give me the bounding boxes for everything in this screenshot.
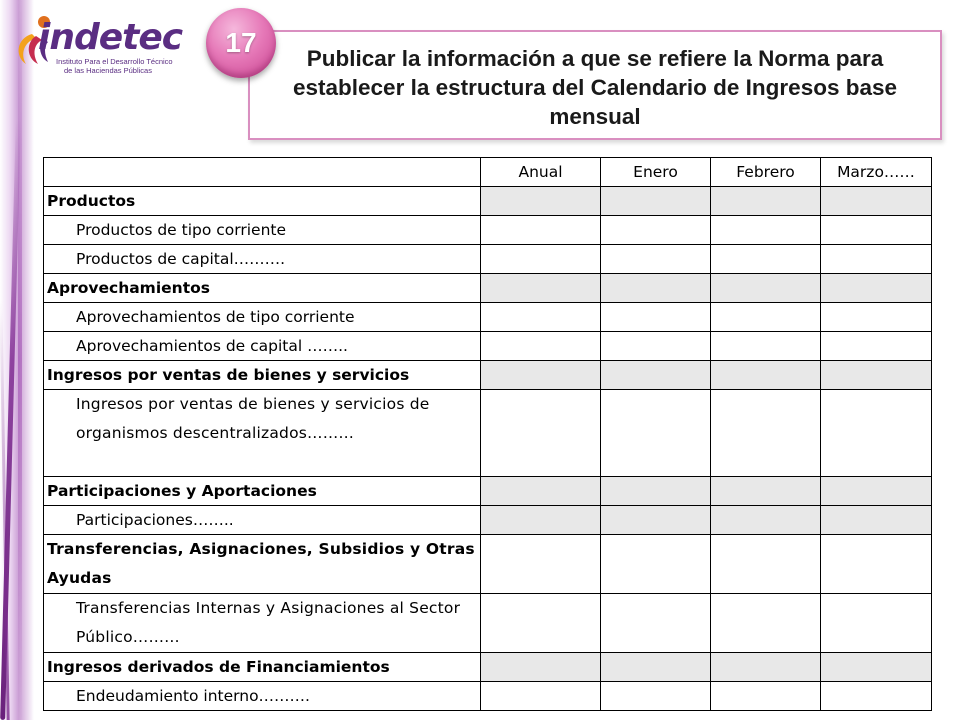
value-cell [601,361,711,390]
value-cell [481,477,601,506]
row-label: Productos de capital………. [44,245,481,274]
table-row [44,361,932,390]
row-label: Transferencias, Asignaciones, Subsidios y Otras Ayudas [44,535,481,594]
value-cell [711,390,821,477]
value-cell [711,653,821,682]
value-cell [821,303,932,332]
value-cell [601,477,711,506]
value-cell [601,274,711,303]
value-cell [821,245,932,274]
value-cell [821,682,932,711]
row-label: Aprovechamientos [44,274,481,303]
value-cell [821,506,932,535]
value-cell [481,361,601,390]
value-cell [711,187,821,216]
row-label: Productos [44,187,481,216]
table-row [44,390,932,477]
band-streak [18,0,22,720]
value-cell [601,216,711,245]
value-cell [481,594,601,653]
table-row [44,535,932,594]
left-decorative-band [0,0,34,720]
column-header-anual: Anual [481,158,601,187]
value-cell [601,594,711,653]
row-label: Ingresos por ventas de bienes y servicios de organismos descentralizados……… [44,390,481,477]
value-cell [821,535,932,594]
value-cell [481,245,601,274]
row-label: Aprovechamientos de capital …….. [44,332,481,361]
column-header-enero: Enero [601,158,711,187]
value-cell [821,274,932,303]
value-cell [711,332,821,361]
income-calendar-table [43,157,932,711]
slide-title: Publicar la información a que se refiere la Norma para establecer la estructura del Calendario de Ingresos base mensual [293,45,897,129]
row-label: Participaciones…….. [44,506,481,535]
value-cell [481,535,601,594]
value-cell [711,216,821,245]
value-cell [601,245,711,274]
table-row [44,653,932,682]
title-box [248,30,942,140]
value-cell [481,506,601,535]
table-row [44,187,932,216]
table-row [44,506,932,535]
row-label: Transferencias Internas y Asignaciones al Sector Público……… [44,594,481,653]
value-cell [711,303,821,332]
value-cell [481,274,601,303]
slide-number-badge: 17 [206,8,276,78]
value-cell [711,594,821,653]
table-row [44,682,932,711]
column-header-marzo: Marzo…… [821,158,932,187]
value-cell [601,303,711,332]
column-header-febrero: Febrero [711,158,821,187]
logo-subtitle-line2: de las Haciendas Públicas [64,66,152,75]
row-label: Aprovechamientos de tipo corriente [44,303,481,332]
table-row [44,332,932,361]
value-cell [601,332,711,361]
value-cell [711,506,821,535]
value-cell [821,216,932,245]
value-cell [711,477,821,506]
table-row [44,274,932,303]
value-cell [601,535,711,594]
value-cell [481,216,601,245]
value-cell [481,682,601,711]
value-cell [711,245,821,274]
indetec-logo [12,12,183,75]
table-row [44,216,932,245]
value-cell [711,274,821,303]
column-header-concept [44,158,481,187]
value-cell [821,594,932,653]
value-cell [821,477,932,506]
value-cell [601,390,711,477]
row-label: Productos de tipo corriente [44,216,481,245]
table-header-row [44,158,932,187]
value-cell [481,332,601,361]
value-cell [601,187,711,216]
value-cell [481,390,601,477]
row-label: Ingresos derivados de Financiamientos [44,653,481,682]
row-label: Participaciones y Aportaciones [44,477,481,506]
value-cell [481,653,601,682]
table-row [44,594,932,653]
value-cell [821,332,932,361]
table-row [44,245,932,274]
logo-wordmark: indetec [38,17,183,58]
value-cell [711,682,821,711]
table-row [44,303,932,332]
value-cell [821,361,932,390]
value-cell [601,682,711,711]
logo-subtitle-line1: Instituto Para el Desarrollo Técnico [56,57,173,66]
row-label: Ingresos por ventas de bienes y servicios [44,361,481,390]
value-cell [821,187,932,216]
value-cell [601,506,711,535]
value-cell [711,535,821,594]
value-cell [481,187,601,216]
row-label: Endeudamiento interno………. [44,682,481,711]
value-cell [481,303,601,332]
value-cell [821,390,932,477]
value-cell [821,653,932,682]
value-cell [601,653,711,682]
value-cell [711,361,821,390]
table-row [44,477,932,506]
